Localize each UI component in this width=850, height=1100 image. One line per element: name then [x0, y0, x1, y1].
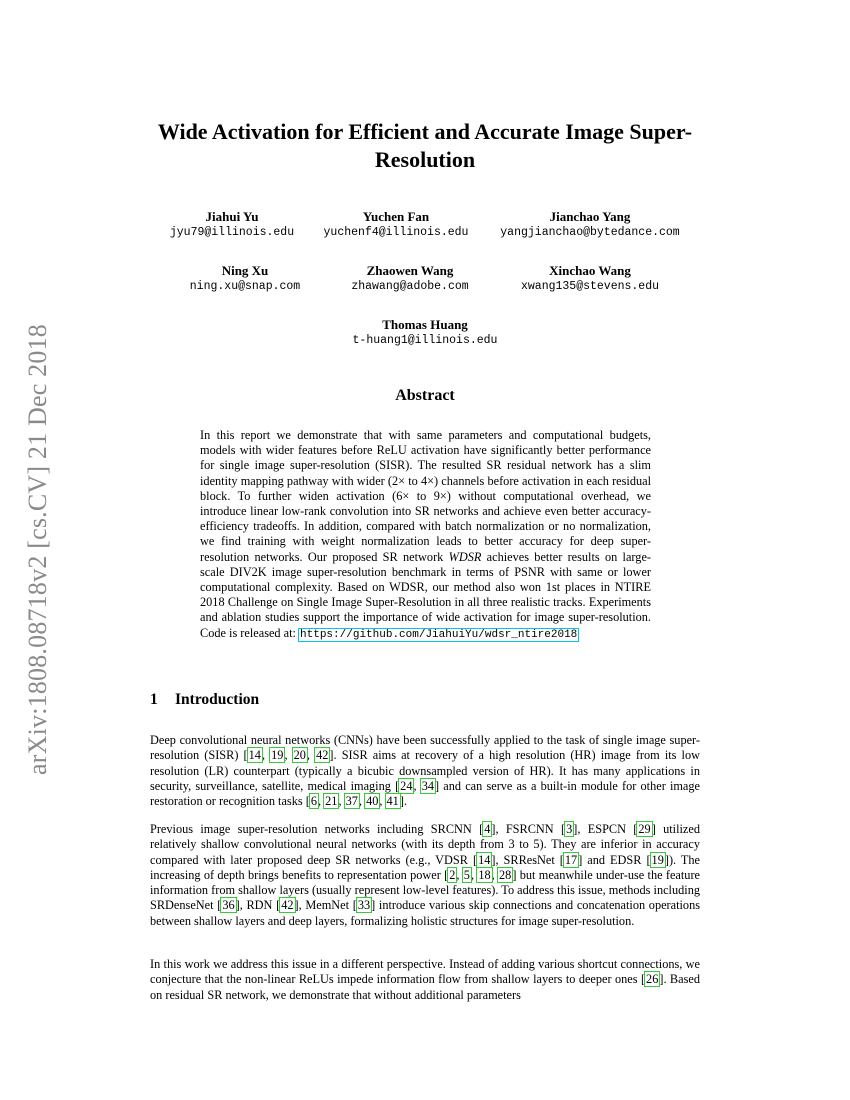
- author-block: [315, 317, 535, 349]
- citation-link[interactable]: 17: [564, 852, 578, 867]
- citation-link[interactable]: 14: [478, 852, 491, 867]
- citation-link[interactable]: 36: [222, 898, 235, 913]
- arxiv-identifier: arXiv:1808.08718v2 [cs.CV] 21 Dec 2018: [23, 324, 52, 775]
- intro-paragraph-3: In this work we address this issue in a different perspective. Instead of adding various shortcut connections, we conjecture that the non-linear ReLUs impede information flow from shallow layers to deeper ones [26]. Based on residual SR network, we demonstrate that without additional parameters: [150, 957, 700, 1002]
- citation-link[interactable]: 24: [400, 778, 413, 793]
- citation-link[interactable]: 33: [357, 898, 371, 913]
- text: ). The increasing of depth brings benefits to representation power: [150, 852, 701, 882]
- author-block: [480, 263, 700, 295]
- author-name: Xinchao Wang: [549, 263, 631, 278]
- author-name: Yuchen Fan: [362, 209, 430, 224]
- arxiv-sidebar: [22, 290, 54, 775]
- text: , ESPCN: [577, 822, 634, 836]
- citation-link[interactable]: 41: [386, 794, 399, 809]
- citation-link[interactable]: 40: [366, 794, 379, 809]
- author-email: yangjianchao@bytedance.com: [500, 226, 680, 239]
- intro-paragraph-2: Previous image super-resolution networks including SRCNN [4], FSRCNN [3], ESPCN [29] utilized relatively shallow convolutional neural networks (with its depth from 3 to 5). They are inferior in accuracy compared with later proposed deep SR networks (e.g., VDSR [14], SRResNet [17] and EDSR [19]). The increasing of depth brings benefits to representation power [2, 5, 18, 28] but meanwhile under-use the feature information from shallow layers (usually represent low-level features). To address this issue, methods including SRDenseNet [36], RDN [42], MemNet [33] introduce various skip connections and concatenation operations between shallow layers and deep layers, formalizing holistic structures for image super-resolution.: [150, 822, 701, 928]
- text: Deep convolutional neural networks (CNNs) have been successfully applied to the task of single image super-resolution (SISR): [150, 733, 700, 763]
- text: but meanwhile under-use the feature information from shallow layers (usually represent low-level features). To address this issue, methods including SRDenseNet: [150, 867, 701, 913]
- citation-link[interactable]: 42: [281, 898, 294, 913]
- text: , SRResNet: [495, 852, 560, 867]
- text: .: [403, 794, 407, 809]
- text: , MemNet: [298, 898, 353, 913]
- author-email: jyu79@illinois.edu: [169, 226, 295, 239]
- citation-link[interactable]: 26: [646, 972, 659, 987]
- paper-title: Wide Activation for Efficient and Accurate Image Super-Resolution: [157, 119, 693, 172]
- citation-link[interactable]: 18: [478, 867, 491, 882]
- section-number: 1: [150, 691, 158, 708]
- author-email: zhawang@adobe.com: [351, 280, 469, 293]
- abstract-text-2: achieves better results on large-scale DIV2K image super-resolution benchmark in terms of PSNR with same or lower computational complexity. Based on WDSR, our method also won 1st places in NTIRE 2018 Challenge on Single Image Super-Resolution in all three realistic tracks. Experiments and ablation studies support the importance of wide activation for image super-resolution. Code is released at:: [200, 549, 651, 640]
- citation-link[interactable]: 19: [271, 748, 284, 763]
- text: , RDN: [239, 898, 277, 913]
- text: utilized relatively shallow convolutional neural networks (with its depth from 3 to 5). They are inferior in accuracy compared with later proposed deep SR networks (e.g., VDSR: [150, 822, 700, 867]
- citation-link[interactable]: 21: [325, 794, 338, 809]
- text: . Based on residual SR network, we demonstrate that without additional parameters: [150, 972, 700, 1002]
- abstract-wdsr: WDSR: [448, 549, 482, 564]
- citation-link[interactable]: 2: [449, 867, 456, 882]
- author-name: Zhaowen Wang: [366, 263, 454, 278]
- author-email: ning.xu@snap.com: [189, 280, 301, 293]
- author-block: [480, 209, 700, 241]
- author-email: yuchenf4@illinois.edu: [323, 226, 469, 239]
- author-email: t-huang1@illinois.edu: [352, 334, 498, 347]
- author-name: Jiahui Yu: [205, 209, 259, 224]
- text: and EDSR: [582, 852, 647, 867]
- text: , FSRCNN: [495, 822, 561, 836]
- citation-link[interactable]: 20: [293, 748, 306, 763]
- abstract-text: [200, 428, 651, 643]
- citation-link[interactable]: 42: [316, 748, 329, 763]
- section-heading: [150, 690, 259, 710]
- abstract-heading: Abstract: [395, 387, 455, 404]
- section-title: Introduction: [175, 691, 260, 708]
- text: introduce various skip connections and concatenation operations between shallow layers and deep layers, formalizing holistic structures for image super-resolution.: [150, 898, 701, 928]
- author-name: Thomas Huang: [382, 317, 468, 332]
- author-name: Jianchao Yang: [549, 209, 631, 224]
- citation-link[interactable]: 14: [248, 748, 261, 763]
- author-block: [286, 209, 506, 241]
- citation-link[interactable]: 19: [651, 852, 664, 867]
- text: In this work we address this issue in a different perspective. Instead of adding various shortcut connections, we conjecture that the non-linear ReLUs impede information flow from shallow layers to deeper ones: [150, 957, 700, 987]
- abstract-text-1: In this report we demonstrate that with same parameters and computational budgets, models with wider features before ReLU activation have significantly better performance for single image super-resolution (SISR). The resulted SR residual network has a slim identity mapping pathway with wider (2× to 4×) channels before activation in each residual block. To further widen activation (6× to 9×) without computational overhead, we introduce linear low-rank convolution into SR networks and achieve even better accuracy-efficiency tradeoffs. In addition, compared with batch normalization or no normalization, we find training with weight normalization leads to better accuracy for deep super-resolution networks. Our proposed SR network: [200, 428, 651, 564]
- citation-link[interactable]: 6: [310, 794, 317, 809]
- text: Previous image super-resolution networks including SRCNN: [150, 822, 480, 836]
- citation-link[interactable]: 4: [484, 822, 491, 836]
- author-email: xwang135@stevens.edu: [520, 280, 660, 293]
- author-name: Ning Xu: [221, 263, 269, 278]
- citation-link[interactable]: 34: [421, 778, 435, 793]
- citation-link[interactable]: 29: [638, 822, 651, 836]
- text: . SISR aims at recovery of a high resolution (HR) image from its low resolution (LR) counterpart (typically a bicubic downsampled version of HR). It has many applications in security, surveillance, satellite, medical imaging: [150, 748, 701, 793]
- citation-link[interactable]: 3: [566, 822, 573, 836]
- intro-paragraph-1: Deep convolutional neural networks (CNNs) have been successfully applied to the task of single image super-resolution (SISR) [14, 19, 20, 42]. SISR aims at recovery of a high resolution (HR) image from its low resolution (LR) counterpart (typically a bicubic downsampled version of HR). It has many applications in security, surveillance, satellite, medical imaging [24, 34] and can serve as a built-in module for other image restoration or recognition tasks [6, 21, 37, 40, 41].: [150, 733, 701, 809]
- code-url-link[interactable]: https://github.com/JiahuiYu/wdsr_ntire2018: [300, 628, 578, 641]
- citation-link[interactable]: 37: [345, 794, 358, 809]
- text: and can serve as a built-in module for other image restoration or recognition tasks: [150, 778, 701, 809]
- citation-link[interactable]: 28: [499, 867, 512, 882]
- citation-link[interactable]: 5: [463, 867, 470, 882]
